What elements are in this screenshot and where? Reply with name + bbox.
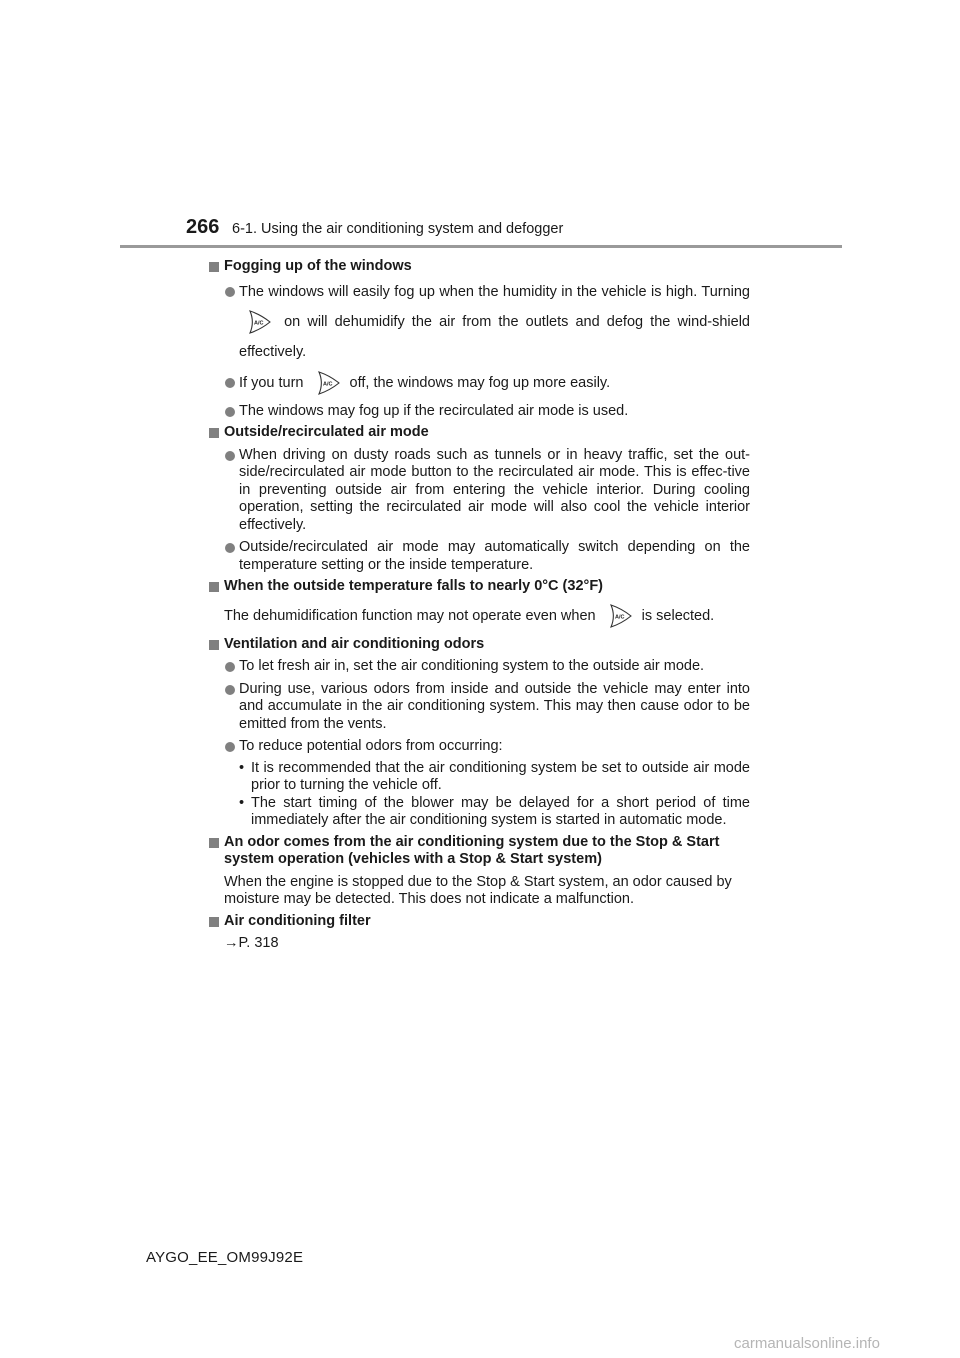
paragraph: When the engine is stopped due to the Stop & Start system, an odor caused by moisture may be detected. This does not indicate a malfunction. [224, 873, 732, 907]
heading-fogging: Fogging up of the windows [208, 258, 750, 276]
list-item [208, 368, 750, 398]
list-item: To let fresh air in, set the air conditioning system to the outside air mode. [208, 658, 750, 676]
item-text: The windows will easily fog up when the humidity in the vehicle is high. Turning [239, 283, 750, 300]
heading-air-filter: Air conditioning filter [208, 913, 750, 931]
a-c-label: A/C [322, 381, 332, 387]
list-item [208, 277, 750, 367]
list-item: When driving on dusty roads such as tunnels or in heavy traffic, set the out-side/recirculated air mode button to the recirculated air mode. This is effec-tive in preventing outside air from entering the vehicle interior. During cooling operation, setting the recirculated air mode will also cool the vehicle interior effectively. [208, 447, 750, 535]
a-c-button-icon [245, 309, 271, 335]
a-c-label: A/C [614, 614, 625, 620]
list-item: To reduce potential odors from occurring: [208, 738, 750, 756]
list-item: The windows may fog up if the recirculated air mode is used. [208, 403, 750, 421]
header-rule [120, 245, 842, 248]
page-reference: →P. 318 [224, 935, 279, 951]
item-text: on will dehumidify the air from the outlets and defog the wind-shield effectively. [239, 313, 750, 360]
a-c-label: A/C [254, 320, 264, 326]
watermark: carmanualsonline.info [734, 1335, 880, 1352]
heading-outside-recirculated: Outside/recirculated air mode [208, 424, 750, 442]
list-item: During use, various odors from inside and outside the vehicle may enter into and accumulate in the air conditioning system. This may then cause odor to be emitted from the vents. [208, 681, 750, 734]
a-c-button-icon [606, 603, 632, 629]
list-item: Outside/recirculated air mode may automatically switch depending on the temperature setting or the inside temperature. [208, 539, 750, 574]
section-title: 6-1. Using the air conditioning system and defogger [232, 221, 564, 237]
heading-ventilation-odors: Ventilation and air conditioning odors [208, 636, 750, 654]
page-content [208, 254, 750, 953]
page-number: 266 [186, 216, 220, 238]
paragraph [208, 601, 750, 632]
document-code: AYGO_EE_OM99J92E [146, 1249, 304, 1266]
item-text: off, the windows may fog up more easily. [345, 374, 611, 391]
para-text: is selected. [637, 607, 715, 624]
para-text: The dehumidification function may not operate even when [224, 607, 600, 624]
sub-list-item: • It is recommended that the air conditioning system be set to outside air mode prior to turning the vehicle off. [208, 760, 750, 795]
item-text: If you turn [239, 374, 308, 391]
heading-outside-temperature: When the outside temperature falls to nearly 0°C (32°F) [208, 578, 750, 596]
sub-list-item: • The start timing of the blower may be delayed for a short period of time immediately after the air conditioning system is started in automatic mode. [208, 795, 750, 830]
heading-stop-start-odor: An odor comes from the air conditioning system due to the Stop & Start system operation (vehicles with a Stop & Start system) [208, 834, 750, 869]
a-c-button-icon [314, 370, 340, 396]
